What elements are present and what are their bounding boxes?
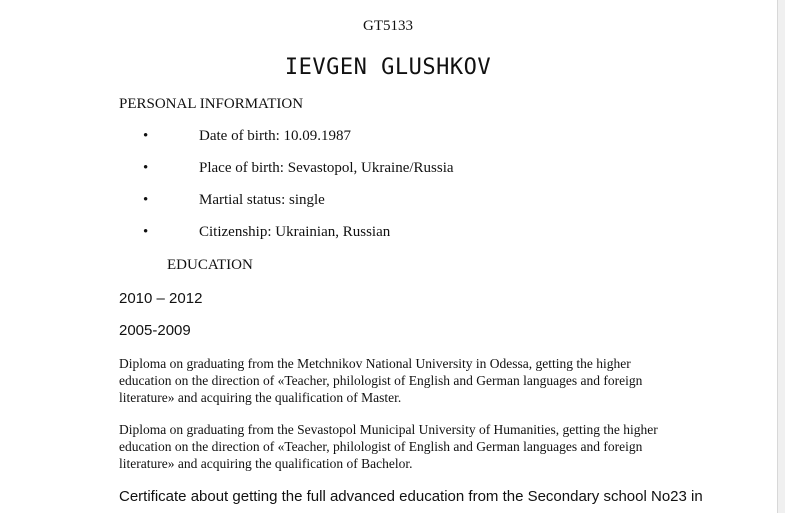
list-item bbox=[0, 224, 776, 256]
school-certificate-paragraph: Certificate about getting the full advanced education from the Secondary school No23 in bbox=[119, 488, 703, 505]
date-of-birth: Date of birth: 10.09.1987 bbox=[199, 128, 352, 144]
education-year-range-1: 2010 – 2012 bbox=[119, 290, 203, 307]
citizenship: Citizenship: Ukrainian, Russian bbox=[199, 224, 391, 240]
place-of-birth: Place of birth: Sevastopol, Ukraine/Russia bbox=[199, 160, 454, 176]
bachelors-diploma-paragraph: Diploma on graduating from the Sevastopol Municipal University of Humanities, getting the higher education on the direction of «Teacher, philologist of English and German languages and foreign literature» and acquiring the qualification of Bachelor. bbox=[119, 422, 658, 471]
marital-status: Martial status: single bbox=[199, 192, 325, 208]
bullet-icon: • bbox=[143, 160, 149, 176]
masters-diploma-paragraph: Diploma on graduating from the Metchnikov National University in Odessa, getting the higher education on the direction of «Teacher, philologist of English and German languages and foreign literature» and acquiring the qualification of Master. bbox=[119, 356, 643, 405]
bullet-icon: • bbox=[143, 224, 149, 240]
bullet-icon: • bbox=[143, 128, 149, 144]
bullet-icon: • bbox=[143, 192, 149, 208]
personal-information-heading: PERSONAL INFORMATION bbox=[119, 96, 304, 112]
personal-information-list bbox=[0, 128, 776, 256]
list-item bbox=[0, 160, 776, 192]
document-code: GT5133 bbox=[363, 18, 413, 34]
vertical-scrollbar[interactable] bbox=[777, 0, 785, 513]
person-name-title: IEVGEN GLUSHKOV bbox=[284, 55, 492, 80]
education-year-range-2: 2005-2009 bbox=[119, 322, 191, 339]
list-item bbox=[0, 128, 776, 160]
list-item bbox=[0, 192, 776, 224]
education-heading: EDUCATION bbox=[167, 257, 253, 273]
